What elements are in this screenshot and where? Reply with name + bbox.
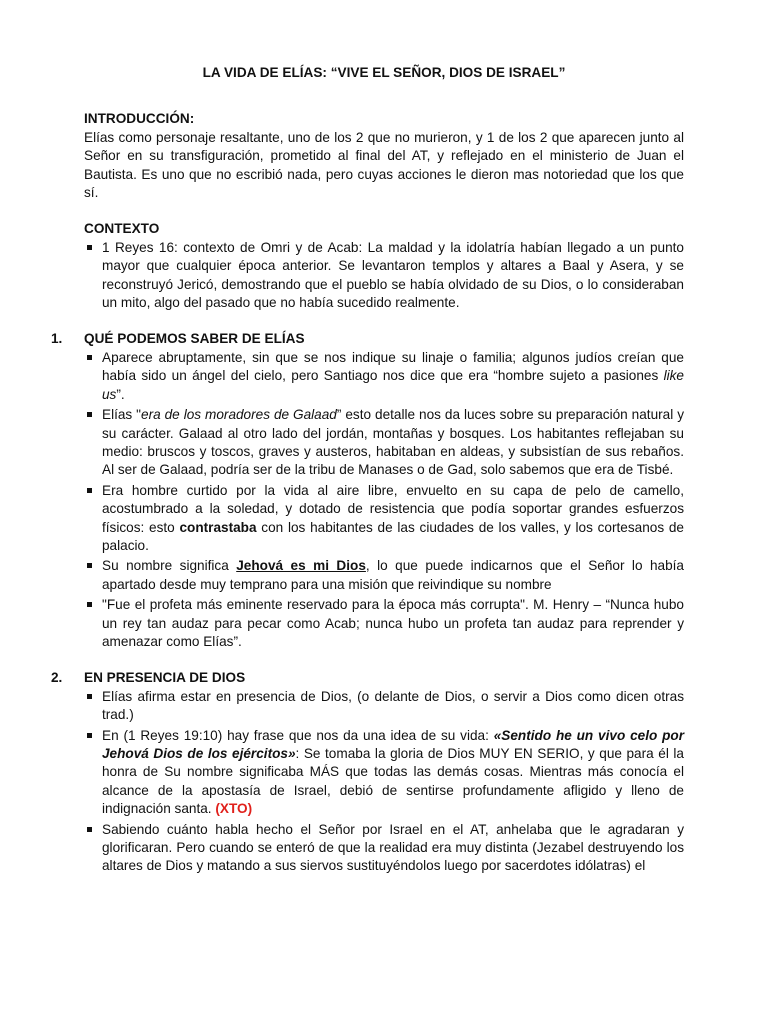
context-bullet-1: 1 Reyes 16: contexto de Omri y de Acab: La maldad y la idolatría habían llegado a un punto mayor que cualquier época anterior. Se levantaron templos y altares a Baal y Asera, y se reconstruyó Jericó, demostrando que el pueblo se había olvidado de su Dios, o lo consideraban un mito, algo del pasado que no había sucedido realmente. <box>84 239 684 313</box>
bullet-text: Su nombre significa <box>102 558 237 574</box>
introduction-heading: INTRODUCCIÓN: <box>84 111 195 127</box>
bullet-underlined-text: Jehová es mi Dios <box>236 558 366 574</box>
section-2-heading <box>51 669 684 687</box>
section-2-bullet-list <box>84 688 684 876</box>
section-2-title: EN PRESENCIA DE DIOS <box>84 670 246 686</box>
bullet-italic-text: like us <box>102 368 684 402</box>
section-1-bullet-2 <box>84 406 684 480</box>
context-heading: CONTEXTO <box>84 221 160 237</box>
bullet-text: Era hombre curtido por la vida al aire libre, envuelto en su capa de pelo de camello, acostumbrado a la soledad, y dotado de resistencia que podía soportar grandes esfuerzos físicos: esto <box>102 482 684 535</box>
section-1-heading <box>51 330 684 348</box>
bullet-text: , lo que puede indicarnos que el Señor lo había apartado desde muy temprano para una misión que reivindique su nombre <box>102 558 684 592</box>
context-section <box>84 220 684 312</box>
section-2-bullet-2 <box>84 727 684 819</box>
section-2 <box>51 669 684 875</box>
section-2-number: 2. <box>51 670 63 686</box>
section-1-bullet-1 <box>84 349 684 404</box>
introduction-text: Elías como personaje resaltante, uno de los 2 que no murieron, y 1 de los 2 que aparecen junto al Señor en su transfiguración, prometido al final del AT, y reflejado en el ministerio de Juan el Bautista. Es uno que no escribió nada, pero cuyas acciones le dieron mas notoriedad que los que sí. <box>84 129 684 201</box>
bullet-italic-text: era de los moradores de Galaad <box>141 407 337 423</box>
section-2-bullet-3: Sabiendo cuánto habla hecho el Señor por Israel en el AT, anhelaba que le agradaran y glorificaran. Pero cuando se enteró de que la realidad era muy distinta (Jezabel destruyendo los altares de Dios y matando a sus siervos sustituyéndolos luego por sacerdotes idólatras) el <box>84 821 684 876</box>
section-1-bullet-3 <box>84 482 684 556</box>
bullet-bold-italic-text: «Sentido he un vivo celo por Jehová Dios de los ejércitos» <box>102 727 684 761</box>
bullet-text: En (1 Reyes 19:10) hay frase que nos da una idea de su vida: <box>102 727 494 743</box>
xto-red-marker: (XTO) <box>215 801 253 817</box>
document-title: LA VIDA DE ELÍAS: “VIVE EL SEÑOR, DIOS DE ISRAEL” <box>202 65 566 80</box>
bullet-text: ”. <box>116 386 125 402</box>
bullet-text: : Se tomaba la gloria de Dios MUY EN SERIO, y que para él la honra de Su nombre significaba MÁS que todas las demás cosas. Mientras más conocía el alcance de la apostasía de Israel, debió de sentirse profundamente afligido y lleno de indignación santa. <box>102 746 684 817</box>
introduction-section <box>84 110 684 202</box>
bullet-text: Elías " <box>102 407 142 423</box>
section-1-bullet-list <box>84 349 684 652</box>
section-1-number: 1. <box>51 331 63 347</box>
bullet-text: con los habitantes de las ciudades de los valles, y los cortesanos de palacio. <box>102 519 684 553</box>
bullet-text: Aparece abruptamente, sin que se nos indique su linaje o familia; algunos judíos creían que había sido un ángel del cielo, pero Santiago nos dice que era “hombre sujeto a pasiones <box>102 349 684 384</box>
bullet-text: ” esto detalle nos da luces sobre su preparación natural y su carácter. Galaad al otro lado del jordán, montañas y bosques. Los habitantes reflejaban su medio: bruscos y toscos, graves y austeros, habitaban en aldeas, y subsistían de sus rebaños. Al ser de Galaad, podría ser de la tribu de Manases o de Gad, solo sabemos que era de Tisbé. <box>102 407 684 478</box>
section-1 <box>51 330 684 651</box>
section-1-title: QUÉ PODEMOS SABER DE ELÍAS <box>84 331 305 347</box>
bullet-bold-text: contrastaba <box>179 519 257 535</box>
context-bullet-list <box>84 239 684 313</box>
section-1-bullet-4 <box>84 557 684 594</box>
section-1-bullet-5: "Fue el profeta más eminente reservado para la época más corrupta". M. Henry – “Nunca hubo un rey tan audaz para pecar como Acab; nunca hubo un profeta tan audaz para reprender y amenazar como Elías”. <box>84 596 684 651</box>
section-2-bullet-1: Elías afirma estar en presencia de Dios, (o delante de Dios, o servir a Dios como dicen otras trad.) <box>84 688 684 725</box>
